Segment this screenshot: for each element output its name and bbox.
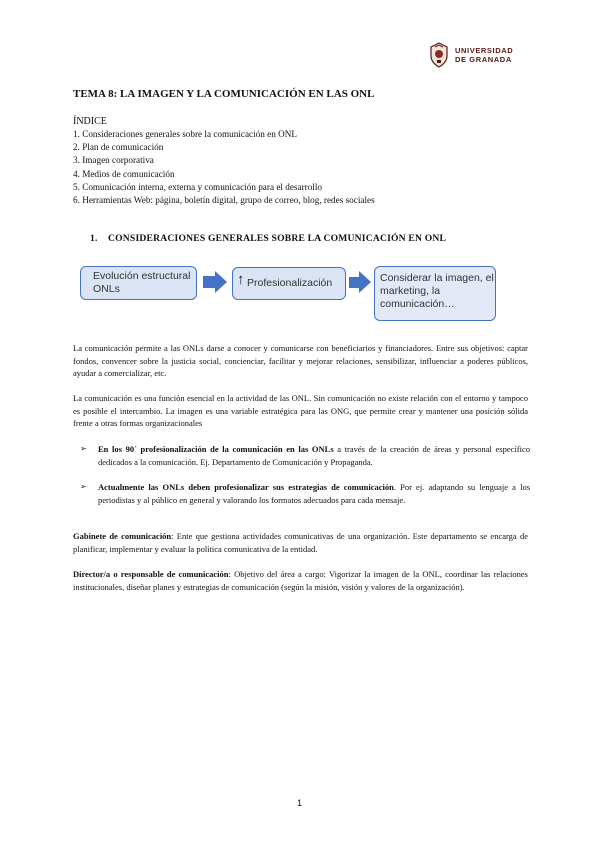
- index-item: 1. Consideraciones generales sobre la comunicación en ONL: [73, 129, 297, 139]
- bullet-text: [98, 443, 530, 468]
- paragraph-communication-essential: La comunicación es una función esencial en la actividad de las ONL. Sin comunicación no existe relación con el entorno y tampoco es posible el intercambio. La imagen es una variable estratégica para las ONG, que permite crear y mantener una posición sólida frente a otras formas organizacionales: [73, 393, 528, 428]
- university-seal-icon: [428, 42, 450, 68]
- bullet-text: [98, 481, 530, 506]
- diagram-box-professionalization: [232, 267, 346, 300]
- university-name-line1: UNIVERSIDAD: [455, 46, 514, 55]
- up-arrow-icon: ↑: [237, 271, 245, 288]
- definition-term: Director/a o responsable de comunicación: [73, 569, 229, 579]
- bullet-bold-text: Actualmente las ONLs deben profesionalizar sus estrategias de comunicación: [98, 482, 394, 492]
- definition-text: : Objetivo del área a cargo: Vigorizar la imagen de la ONL, coordinar las relaciones institucionales, diseñar planes y estrategias de comunicación (según la misión, visión y valores de la organización).: [73, 569, 528, 592]
- index-item: 4. Medios de comunicación: [73, 168, 175, 179]
- section-heading: [90, 233, 446, 244]
- bullet-rest-text: . Por ej. adaptando su lenguaje a los periodistas y al público en general y valorando los formatos adecuados para cada mensaje.: [98, 482, 530, 505]
- bullet-rest-text: a través de la creación de áreas y personal específico dedicados a la comunicación. Ej. Departamento de Comunicación y Propaganda.: [98, 444, 530, 467]
- university-logo: [428, 42, 513, 68]
- definition-director: [73, 568, 528, 593]
- diagram-box-label: Profesionalización: [247, 277, 333, 289]
- arrow-head: [215, 271, 227, 293]
- diagram-box-image-marketing: [374, 266, 496, 321]
- page-number: 1: [297, 798, 303, 808]
- section-number: 1.: [90, 233, 98, 244]
- arrow-head: [359, 271, 371, 293]
- university-name: [455, 46, 513, 64]
- bullet-arrow-icon: ➢: [80, 482, 87, 491]
- index-item: 6. Herramientas Web: página, boletín digital, grupo de correo, blog, redes sociales: [73, 195, 375, 206]
- bullet-arrow-icon: ➢: [80, 444, 87, 453]
- index-list: [73, 128, 375, 207]
- definition-gabinete: [73, 530, 528, 555]
- definition-term: Gabinete de comunicación: [73, 531, 172, 541]
- university-name-line2: DE GRANADA: [455, 55, 512, 64]
- paragraph-communication-objectives: La comunicación permite a las ONLs darse a conocer y comunicarse con beneficiarios y financiadores. Entre sus objetivos: captar fondos, convencer sobre la justicia social, concienciar, facilitar y mejorar relaciones, sensibilizar, influenciar a poderes públicos, ayudar a comercializar, etc.: [73, 343, 528, 378]
- diagram-box-evolution: [80, 266, 197, 300]
- arrow-shaft: [349, 277, 359, 288]
- diagram-box-label: Evolución estructural ONLs: [93, 270, 191, 295]
- index-item: 5. Comunicación interna, externa y comunicación para el desarrollo: [73, 181, 322, 192]
- definition-text: : Ente que gestiona actividades comunicativas de una organización. Este departamento se encarga de planificar, implementar y evaluar la política comunicativa de la entidad.: [73, 531, 528, 554]
- index-heading: ÍNDICE: [73, 116, 107, 127]
- section-title: CONSIDERACIONES GENERALES SOBRE LA COMUNICACIÓN EN ONL: [108, 233, 447, 244]
- index-item: 3. Imagen corporativa: [73, 155, 154, 166]
- index-item: 2. Plan de comunicación: [73, 142, 164, 153]
- document-title: TEMA 8: LA IMAGEN Y LA COMUNICACIÓN EN LAS ONL: [73, 88, 375, 100]
- diagram-box-label: Considerar la imagen, el marketing, la comunicación…: [380, 272, 494, 310]
- bullet-bold-text: En los 90´ profesionalización de la comunicación en las ONLs: [98, 444, 334, 454]
- arrow-shaft: [203, 276, 215, 288]
